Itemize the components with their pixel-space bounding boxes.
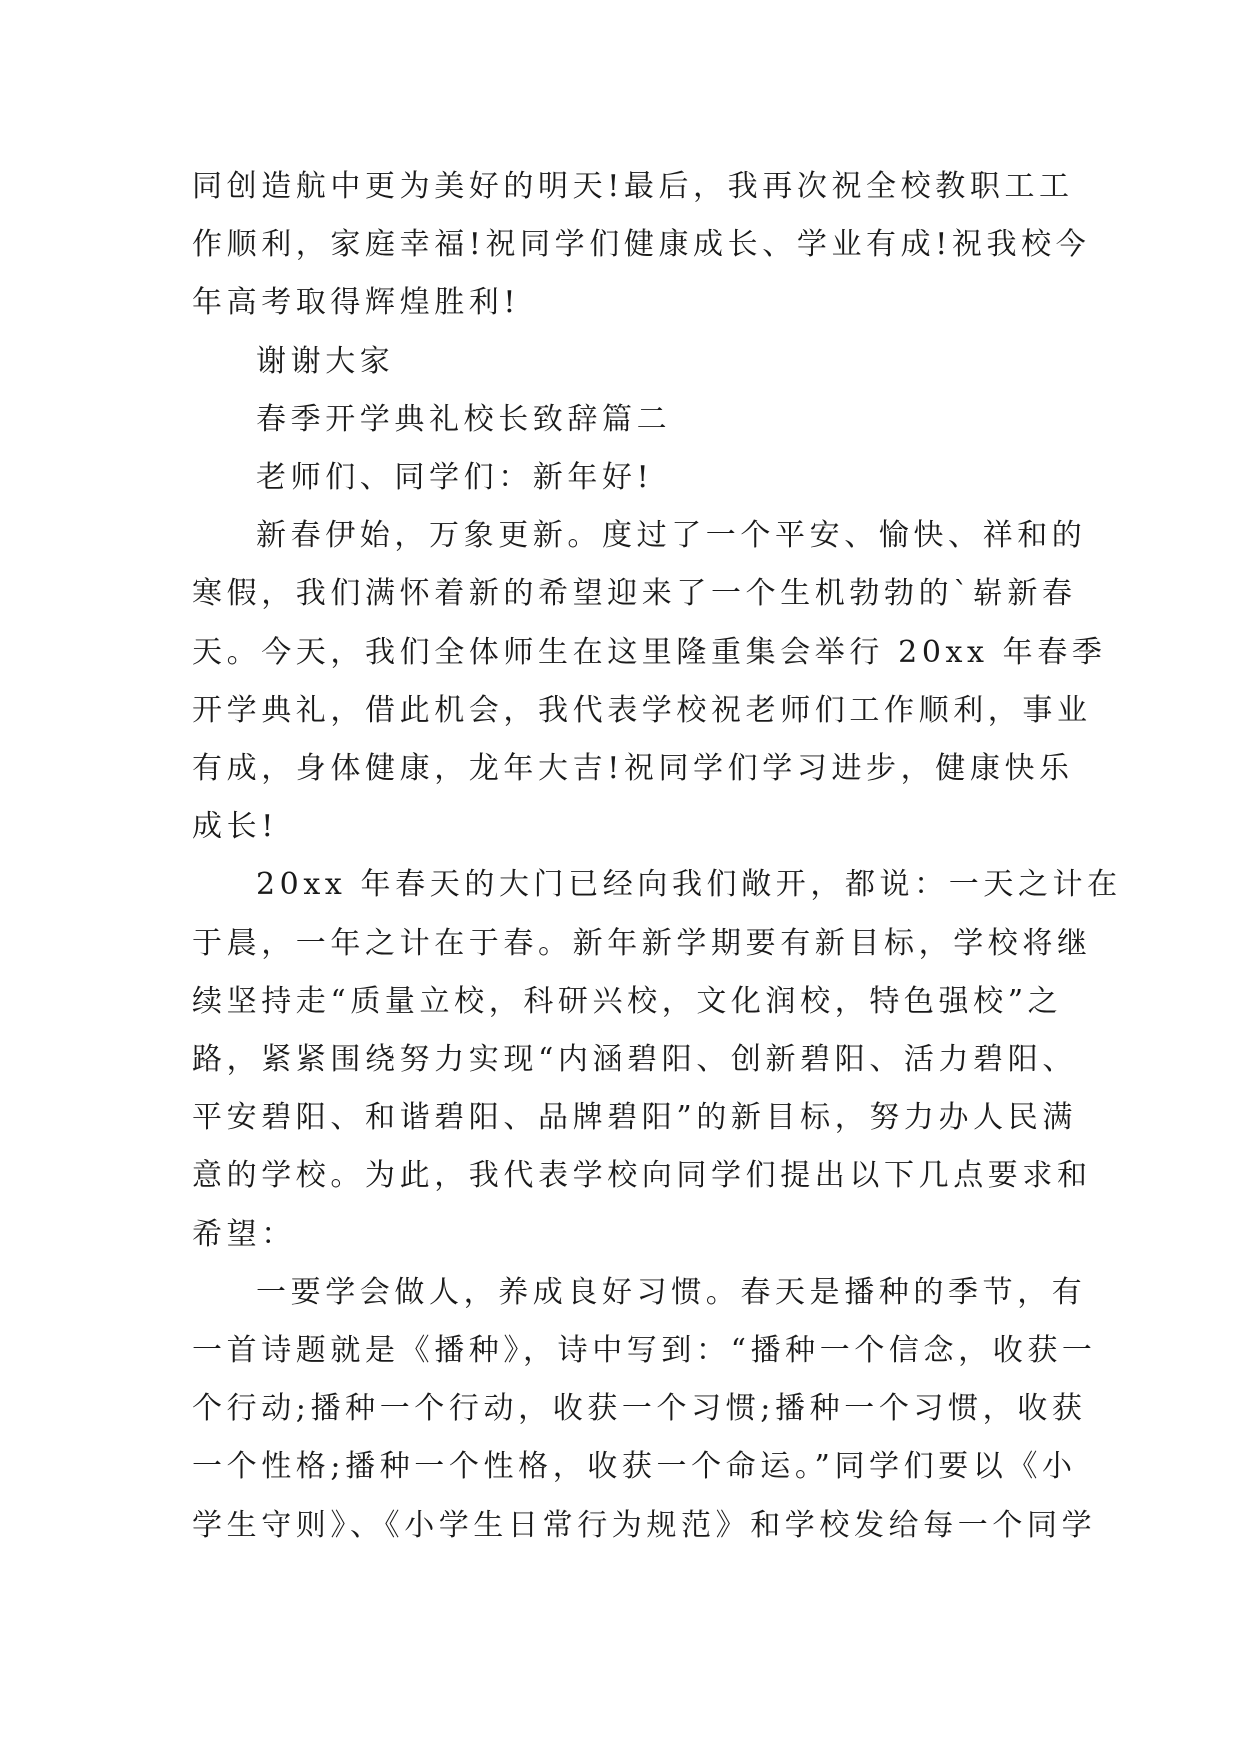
text-line: 一要学会做人，养成良好习惯。春天是播种的季节，有 xyxy=(256,1274,1087,1310)
text-line: 20xx 年春天的大门已经向我们敞开，都说：一天之计在 xyxy=(256,867,1122,903)
paragraph xyxy=(192,391,1062,449)
text-line: 一首诗题就是《播种》，诗中写到：“播种一个信念，收获一 xyxy=(192,1333,1097,1369)
text-line: 老师们、同学们：新年好! xyxy=(256,460,654,496)
paragraph xyxy=(192,507,1107,856)
text-line: 寒假，我们满怀着新的希望迎来了一个生机勃勃的`崭新春 xyxy=(192,576,1077,612)
text-line: 路，紧紧围绕努力实现“内涵碧阳、创新碧阳、活力碧阳、 xyxy=(192,1042,1077,1078)
text-line: 成长! xyxy=(192,809,278,845)
text-line: 个行动;播种一个行动，收获一个习惯;播种一个习惯，收获 xyxy=(192,1391,1087,1427)
text-line: 作顺利，家庭幸福!祝同学们健康成长、学业有成!祝我校今 xyxy=(192,227,1091,263)
paragraph xyxy=(192,1264,1097,1555)
text-line: 意的学校。为此，我代表学校向同学们提出以下几点要求和 xyxy=(192,1158,1092,1194)
text-line: 希望： xyxy=(192,1216,296,1252)
text-line: 有成，身体健康，龙年大吉!祝同学们学习进步，健康快乐 xyxy=(192,751,1074,787)
paragraph xyxy=(192,333,1062,391)
document-body xyxy=(192,158,1122,1555)
paragraph xyxy=(192,856,1122,1263)
text-line: 同创造航中更为美好的明天!最后，我再次祝全校教职工工 xyxy=(192,169,1074,204)
text-line: 学生守则》、《小学生日常行为规范》和学校发给每一个同学 xyxy=(192,1507,1097,1543)
text-line: 春季开学典礼校长致辞篇二 xyxy=(256,401,672,437)
paragraph xyxy=(192,449,1062,507)
text-line: 谢谢大家 xyxy=(256,343,395,379)
text-line: 于晨，一年之计在于春。新年新学期要有新目标，学校将继 xyxy=(192,925,1092,961)
text-line: 年高考取得辉煌胜利! xyxy=(192,285,521,321)
text-line: 续坚持走“质量立校，科研兴校，文化润校，特色强校”之 xyxy=(192,983,1063,1019)
text-line: 新春伊始，万象更新。度过了一个平安、愉快、祥和的 xyxy=(256,518,1087,554)
text-line: 平安碧阳、和谐碧阳、品牌碧阳”的新目标，努力办人民满 xyxy=(192,1100,1077,1136)
text-line: 开学典礼，借此机会，我代表学校祝老师们工作顺利，事业 xyxy=(192,692,1092,728)
paragraph xyxy=(192,158,1091,333)
text-line: 天。今天，我们全体师生在这里隆重集会举行 20xx 年春季 xyxy=(192,634,1107,670)
text-line: 一个性格;播种一个性格，收获一个命运。”同学们要以《小 xyxy=(192,1449,1077,1485)
